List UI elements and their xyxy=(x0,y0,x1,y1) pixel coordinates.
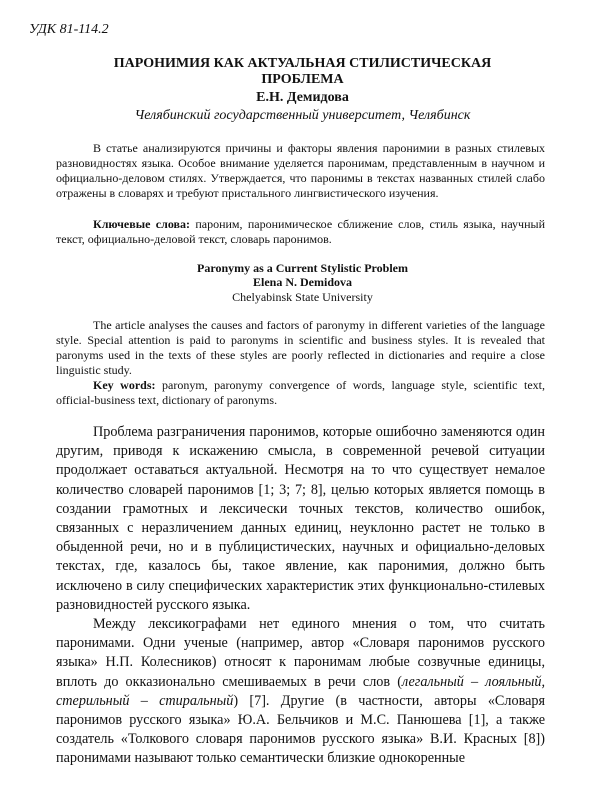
keywords-ru xyxy=(56,217,545,247)
abstract-ru-text: В статье анализируются причины и факторы явления паронимии в разных стилевых разновидностях языка. Особое внимание уделяется паронимам, представленным в научном и официально-деловом стилях. Утверждается, что паронимы в текстах названных стилей слабо отражены в словарях и требуют пристального лингвистического изучения. xyxy=(56,141,545,200)
article-title-en: Paronymy as a Current Stylistic Problem xyxy=(197,261,408,275)
affiliation-en: Chelyabinsk State University xyxy=(232,290,373,304)
title-line-1: ПАРОНИМИЯ КАК АКТУАЛЬНАЯ СТИЛИСТИЧЕСКАЯ xyxy=(113,56,492,71)
keywords-en-text: paronym, paronymy convergence of words, language style, scientific text, official-business text, dictionary of paronyms. xyxy=(56,378,545,407)
keywords-en-label: Key words: xyxy=(93,378,156,392)
body-paragraph-2: Между лексикографами нет единого мнения о том, что считать паронимами. Одни ученые (например, автор «Словаря паронимов русского языка» Н.П. Колесников) относят к паронимам любые созвучные единицы, вплоть до окказионально смешиваемых в речи слов (легальный – лояльный, стерильный – стиральный) [7]. Другие (в частности, авторы «Словаря паронимов русского языка» Ю.А. Бельчиков и М.С. Панюшева [1], а также создатель «Толкового словаря паронимов русского языка» В.И. Красных [8]) паронимами называют только семантически близкие однокоренные xyxy=(56,616,546,767)
article-title-ru xyxy=(0,56,605,88)
keywords-en xyxy=(56,378,545,408)
body-paragraph-1: Проблема разграничения паронимов, которые ошибочно заменяются один другим, приводя к искажению смысла, в современной речевой ситуации продолжает оставаться актуальной. Несмотря на то что существует немалое количество словарей паронимов [1; 3; 7; 8], целью которых является помощь в создании грамотных и лексически точных текстов, количество ошибок, связанных с неразличением данных единиц, неуклонно растет не только в обыденной речи, но и в публицистических, научных и официально-деловых текстах, где, казалось бы, такое явление, как паронимия, должно быть исключено в силу специфических характеристик этих функционально-стилевых разновидностей русского языка. xyxy=(56,424,545,613)
affiliation-ru: Челябинский государственный университет, Челябинск xyxy=(134,108,471,123)
example-words: легальный – лояльный, стерильный – стиральный xyxy=(56,673,546,709)
abstract-ru xyxy=(56,141,545,201)
author-en: Elena N. Demidova xyxy=(253,275,352,289)
udc-code: УДК 81-114.2 xyxy=(29,22,109,37)
article-body xyxy=(56,423,545,769)
title-line-2: ПРОБЛЕМА xyxy=(261,72,344,87)
keywords-ru-text: пароним, паронимическое сближение слов, стиль языка, научный текст, официально-деловой текст, словарь паронимов. xyxy=(56,217,545,246)
abstract-en xyxy=(56,318,545,378)
author-ru: Е.Н. Демидова xyxy=(256,90,349,105)
keywords-ru-label: Ключевые слова: xyxy=(93,217,190,231)
abstract-en-text: The article analyses the causes and factors of paronymy in different varieties of the language style. Special attention is paid to paronyms in scientific and business styles. It is revealed that paronyms used in the texts of these styles are poorly reflected in dictionaries and require a close linguistic study. xyxy=(56,318,545,377)
